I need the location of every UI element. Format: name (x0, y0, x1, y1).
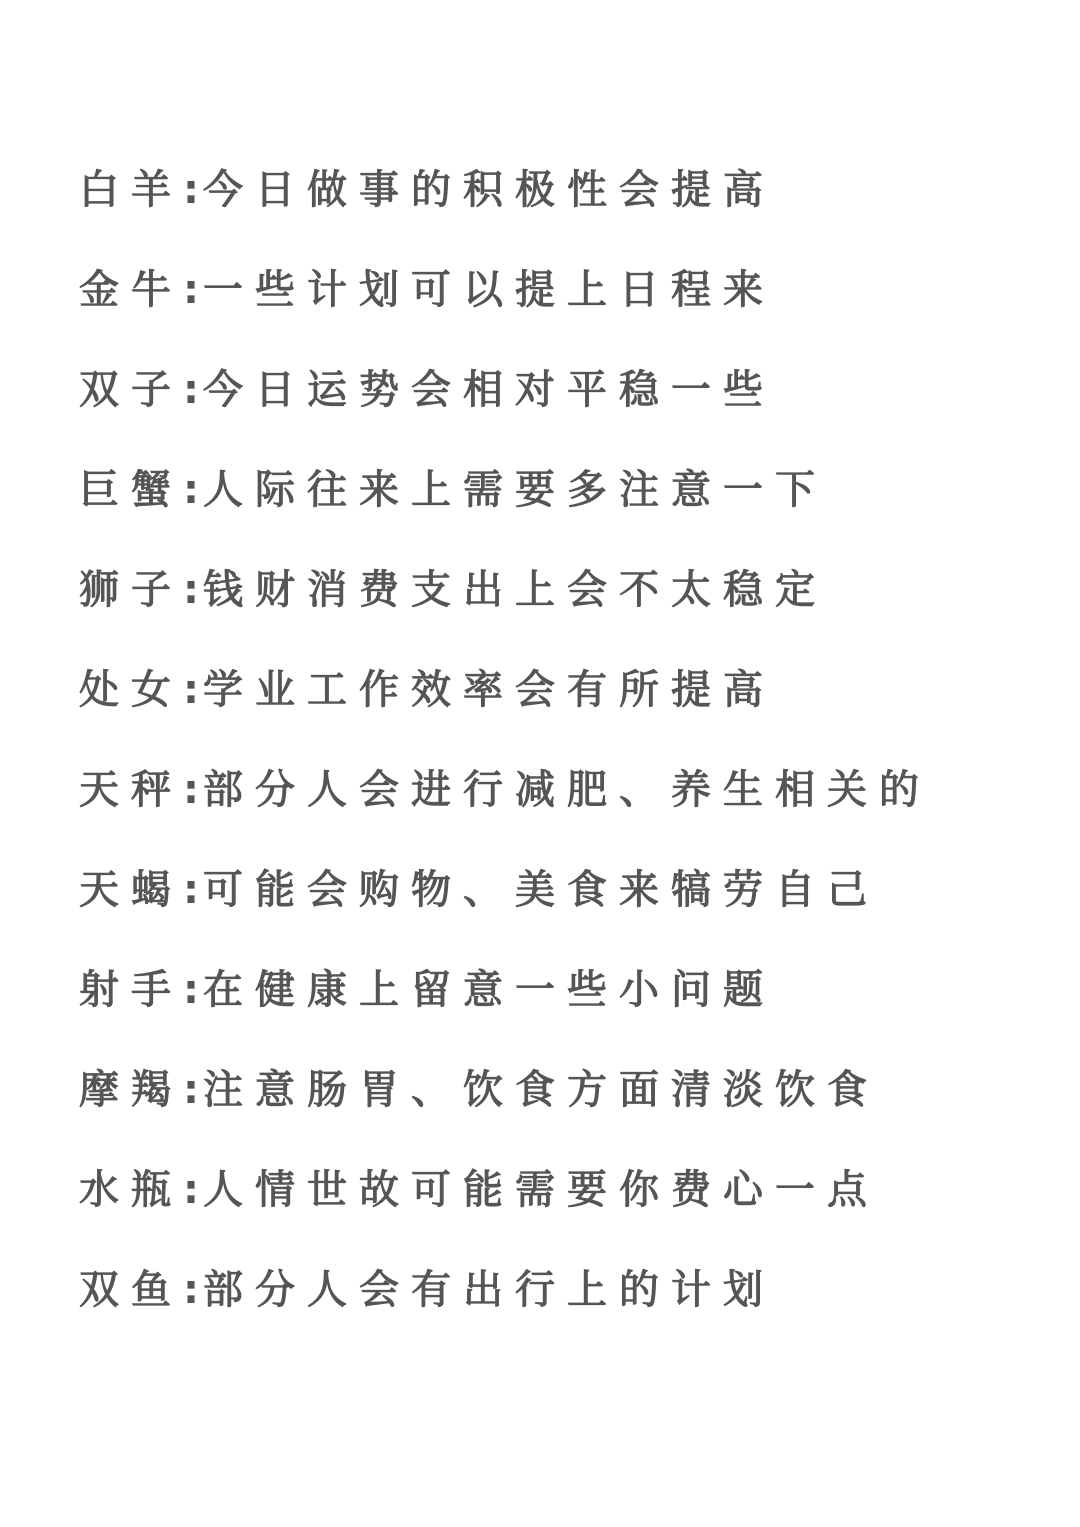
sign-name: 水瓶 (79, 1167, 183, 1213)
horoscope-item (79, 360, 931, 460)
fortune-text: 人情世故可能需要你费心一点 (203, 1167, 879, 1213)
sign-name: 天蝎 (79, 867, 183, 913)
sign-name: 天秤 (79, 767, 183, 813)
horoscope-item (79, 760, 931, 860)
horoscope-item (79, 460, 931, 560)
horoscope-list (79, 160, 931, 1360)
separator: : (183, 267, 203, 313)
fortune-text: 今日运势会相对平稳一些 (203, 367, 775, 413)
separator: : (183, 567, 203, 613)
sign-name: 射手 (79, 967, 183, 1013)
sign-name: 双子 (79, 367, 183, 413)
fortune-text: 注意肠胃、饮食方面清淡饮食 (203, 1067, 879, 1113)
horoscope-item (79, 960, 931, 1060)
sign-name: 金牛 (79, 267, 183, 313)
separator: : (183, 167, 203, 213)
sign-name: 双鱼 (79, 1267, 183, 1313)
fortune-text: 今日做事的积极性会提高 (203, 167, 775, 213)
horoscope-item (79, 160, 931, 260)
sign-name: 狮子 (79, 567, 183, 613)
fortune-text: 一些计划可以提上日程来 (203, 267, 775, 313)
sign-name: 摩羯 (79, 1067, 183, 1113)
separator: : (183, 767, 203, 813)
fortune-text: 部分人会有出行上的计划 (203, 1267, 775, 1313)
separator: : (183, 1267, 203, 1313)
separator: : (183, 367, 203, 413)
separator: : (183, 1067, 203, 1113)
separator: : (183, 967, 203, 1013)
separator: : (183, 667, 203, 713)
horoscope-item (79, 660, 931, 760)
separator: : (183, 867, 203, 913)
fortune-text: 钱财消费支出上会不太稳定 (203, 567, 827, 613)
separator: : (183, 1167, 203, 1213)
horoscope-item (79, 260, 931, 360)
horoscope-item (79, 560, 931, 660)
fortune-text: 人际往来上需要多注意一下 (203, 467, 827, 513)
horoscope-item (79, 860, 931, 960)
fortune-text: 部分人会进行减肥、养生相关的 (203, 767, 931, 813)
sign-name: 白羊 (79, 167, 183, 213)
horoscope-item (79, 1160, 931, 1260)
fortune-text: 学业工作效率会有所提高 (203, 667, 775, 713)
sign-name: 巨蟹 (79, 467, 183, 513)
horoscope-item (79, 1260, 931, 1360)
sign-name: 处女 (79, 667, 183, 713)
horoscope-item (79, 1060, 931, 1160)
fortune-text: 可能会购物、美食来犒劳自己 (203, 867, 879, 913)
fortune-text: 在健康上留意一些小问题 (203, 967, 775, 1013)
separator: : (183, 467, 203, 513)
